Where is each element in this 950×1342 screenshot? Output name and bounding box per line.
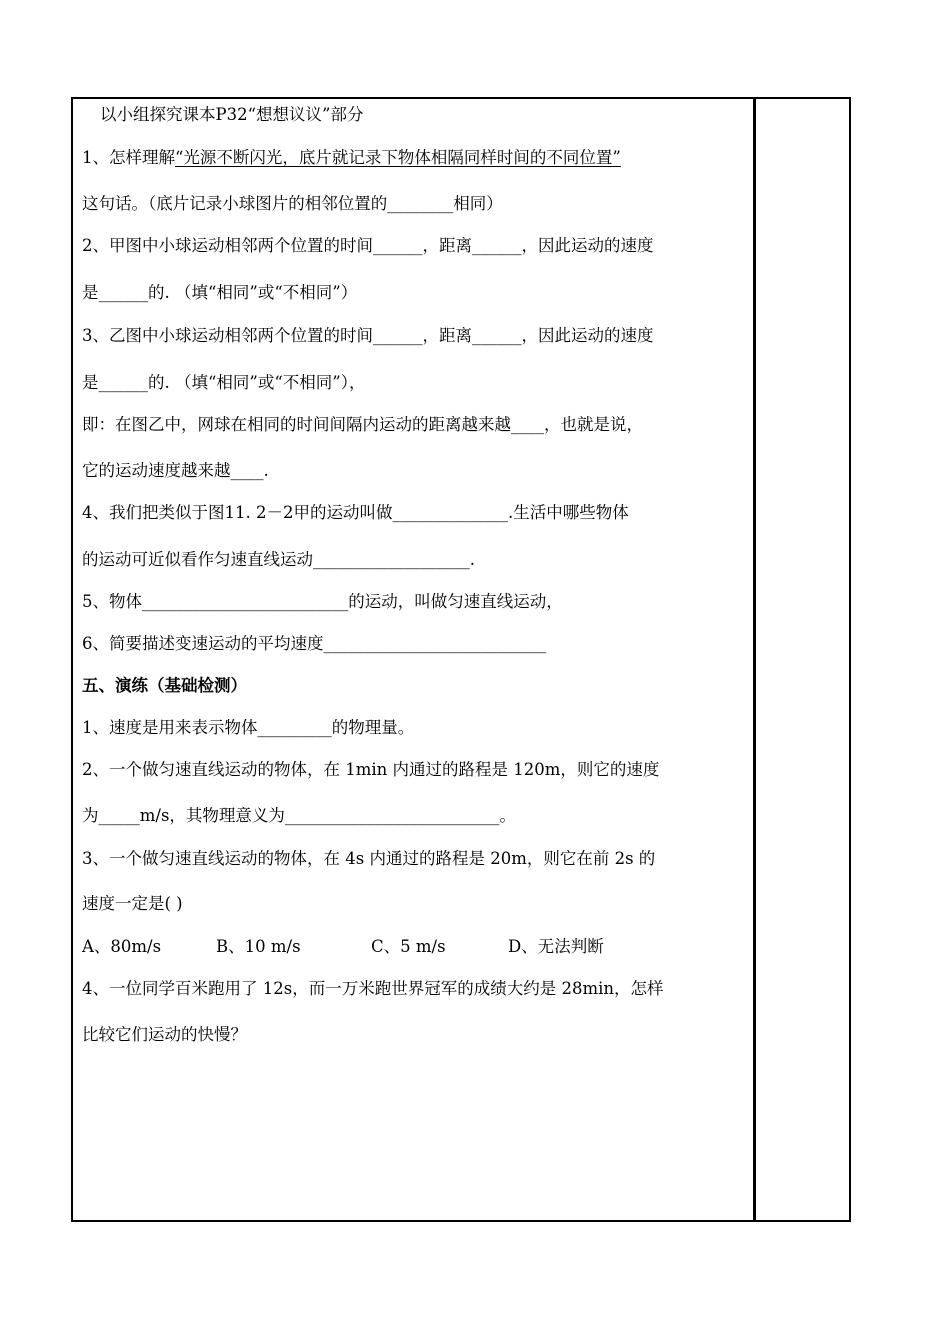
e3-option-b: B、10 m/s: [216, 937, 301, 956]
section-title: 五、演练（基础检测）: [82, 676, 247, 695]
table-column-divider: [753, 97, 756, 1222]
e2-line2: 为_____m/s，其物理意义为__________________________。: [82, 806, 516, 825]
q3-line3: 即：在图乙中，网球在相同的时间间隔内运动的距离越来越____，也就是说，: [82, 415, 643, 434]
q1-quote: “光源不断闪光，底片就记录下物体相隔同样时间的不同位置”: [175, 148, 621, 167]
worksheet-table-frame: [71, 97, 851, 1222]
q2-line1: 2、甲图中小球运动相邻两个位置的时间______，距离______，因此运动的速度: [82, 236, 654, 255]
q3-line1: 3、乙图中小球运动相邻两个位置的时间______，距离______，因此运动的速度: [82, 326, 654, 345]
q1-line1: [82, 147, 621, 169]
q3-line2: 是______的. （填“相同”或“不相同”），: [82, 373, 366, 392]
q4-line2: 的运动可近似看作匀速直线运动___________________.: [82, 550, 475, 569]
q5-line: 5、物体_________________________的运动，叫做匀速直线运动，: [82, 592, 563, 611]
e4-line2: 比较它们运动的快慢？: [82, 1025, 247, 1044]
q3-line4: 它的运动速度越来越____.: [82, 461, 269, 480]
q2-line2: 是______的. （填“相同”或“不相同”）: [82, 283, 358, 302]
q1-line2: 这句话。（底片记录小球图片的相邻位置的________相同）: [82, 194, 503, 213]
q1-prefix: 1、怎样理解: [82, 148, 175, 167]
e3-line2: 速度一定是( ): [82, 894, 183, 913]
e3-option-a: A、80m/s: [82, 937, 162, 956]
e3-option-d: D、无法判断: [508, 937, 604, 956]
q4-line1: 4、我们把类似于图11. 2－2甲的运动叫做______________.生活中哪些物体: [82, 503, 629, 522]
e3-option-c: C、5 m/s: [371, 937, 446, 956]
q6-line: 6、简要描述变速运动的平均速度___________________________: [82, 634, 547, 653]
e4-line1: 4、一位同学百米跑用了 12s，而一万米跑世界冠军的成绩大约是 28min，怎样: [82, 979, 664, 998]
e3-line1: 3、一个做匀速直线运动的物体，在 4s 内通过的路程是 20m，则它在前 2s 的: [82, 849, 656, 868]
intro-line: 以小组探究课本P32“想想议议”部分: [100, 105, 364, 124]
e1-line: 1、速度是用来表示物体_________的物理量。: [82, 718, 415, 737]
e2-line1: 2、一个做匀速直线运动的物体，在 1min 内通过的路程是 120m，则它的速度: [82, 760, 660, 779]
